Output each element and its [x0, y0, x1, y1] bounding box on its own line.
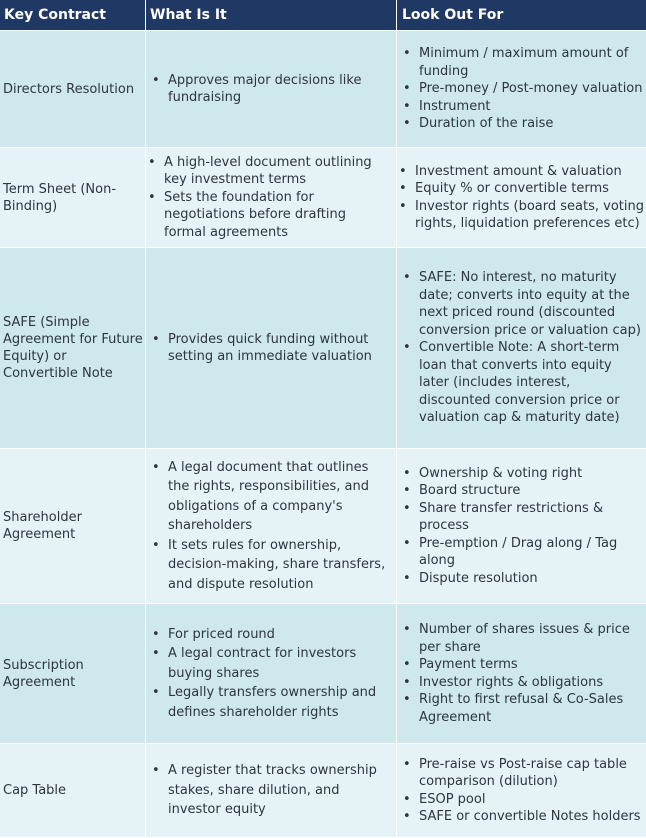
row-look-out-for [397, 744, 646, 838]
lookout-list [397, 45, 646, 133]
lookout-list [397, 269, 646, 427]
list-item: • Convertible Note: A short-term loan that converts into equity later (includes interest, discounted conversion price or valuation cap & maturity date) [397, 339, 646, 427]
list-item: • Investor rights (board seats, voting rights, liquidation preferences etc) [397, 198, 646, 233]
list-item: • Ownership & voting right [397, 465, 646, 483]
list-item: • Number of shares issues & price per share [397, 621, 646, 656]
row-look-out-for [397, 449, 646, 604]
list-item: • Provides quick funding without setting an immediate valuation [146, 331, 396, 366]
list-item: • SAFE or convertible Notes holders [397, 808, 646, 826]
header-key-contract: Key Contract [0, 0, 146, 31]
list-item: • Pre-emption / Drag along / Tag along [397, 535, 646, 570]
row-contract-name: Subscription Agreement [0, 604, 146, 744]
row-contract-name: Shareholder Agreement [0, 449, 146, 604]
what-list [146, 761, 396, 820]
list-item: • Board structure [397, 482, 646, 500]
list-item: • A high-level document outlining key investment terms [146, 154, 396, 189]
what-list [146, 625, 396, 723]
list-item: • Sets the foundation for negotiations before drafting formal agreements [146, 189, 396, 242]
list-item: • Pre-money / Post-money valuation [397, 80, 646, 98]
lookout-list [397, 756, 646, 826]
list-item: • Investment amount & valuation [397, 163, 646, 181]
lookout-list [397, 621, 646, 726]
list-item: • Duration of the raise [397, 115, 646, 133]
list-item: • Approves major decisions like fundraising [146, 72, 396, 107]
what-list [146, 72, 396, 107]
row-contract-name: Term Sheet (Non-Binding) [0, 148, 146, 248]
list-item: • ESOP pool [397, 791, 646, 809]
header-look-out-for: Look Out For [397, 0, 646, 31]
list-item: • Legally transfers ownership and defines shareholder rights [146, 683, 396, 722]
row-contract-name: Cap Table [0, 744, 146, 838]
list-item: • Pre-raise vs Post-raise cap table comparison (dilution) [397, 756, 646, 791]
row-look-out-for [397, 604, 646, 744]
list-item: • Payment terms [397, 656, 646, 674]
what-list [146, 331, 396, 366]
list-item: • Dispute resolution [397, 570, 646, 588]
list-item: • A legal contract for investors buying shares [146, 644, 396, 683]
row-look-out-for [397, 148, 646, 248]
list-item: • Minimum / maximum amount of funding [397, 45, 646, 80]
row-look-out-for [397, 248, 646, 449]
lookout-list [397, 163, 646, 233]
list-item: • For priced round [146, 625, 396, 645]
list-item: • SAFE: No interest, no maturity date; converts into equity at the next priced round (discounted conversion price or valuation cap) [397, 269, 646, 339]
list-item: • Instrument [397, 98, 646, 116]
lookout-list [397, 465, 646, 588]
row-look-out-for [397, 31, 646, 148]
list-item: • A legal document that outlines the rights, responsibilities, and obligations of a company's shareholders [146, 458, 396, 536]
row-what-is-it [146, 148, 397, 248]
list-item: • Share transfer restrictions & process [397, 500, 646, 535]
list-item: • Equity % or convertible terms [397, 180, 646, 198]
what-list [146, 154, 396, 242]
what-list [146, 458, 396, 595]
row-what-is-it [146, 31, 397, 148]
list-item: • Right to first refusal & Co-Sales Agreement [397, 691, 646, 726]
row-contract-name: Directors Resolution [0, 31, 146, 148]
list-item: • It sets rules for ownership, decision-making, share transfers, and dispute resolution [146, 536, 396, 595]
list-item: • Investor rights & obligations [397, 674, 646, 692]
row-what-is-it [146, 604, 397, 744]
row-contract-name: SAFE (Simple Agreement for Future Equity) or Convertible Note [0, 248, 146, 449]
row-what-is-it [146, 248, 397, 449]
list-item: • A register that tracks ownership stakes, share dilution, and investor equity [146, 761, 396, 820]
row-what-is-it [146, 744, 397, 838]
row-what-is-it [146, 449, 397, 604]
header-what-is-it: What Is It [146, 0, 397, 31]
